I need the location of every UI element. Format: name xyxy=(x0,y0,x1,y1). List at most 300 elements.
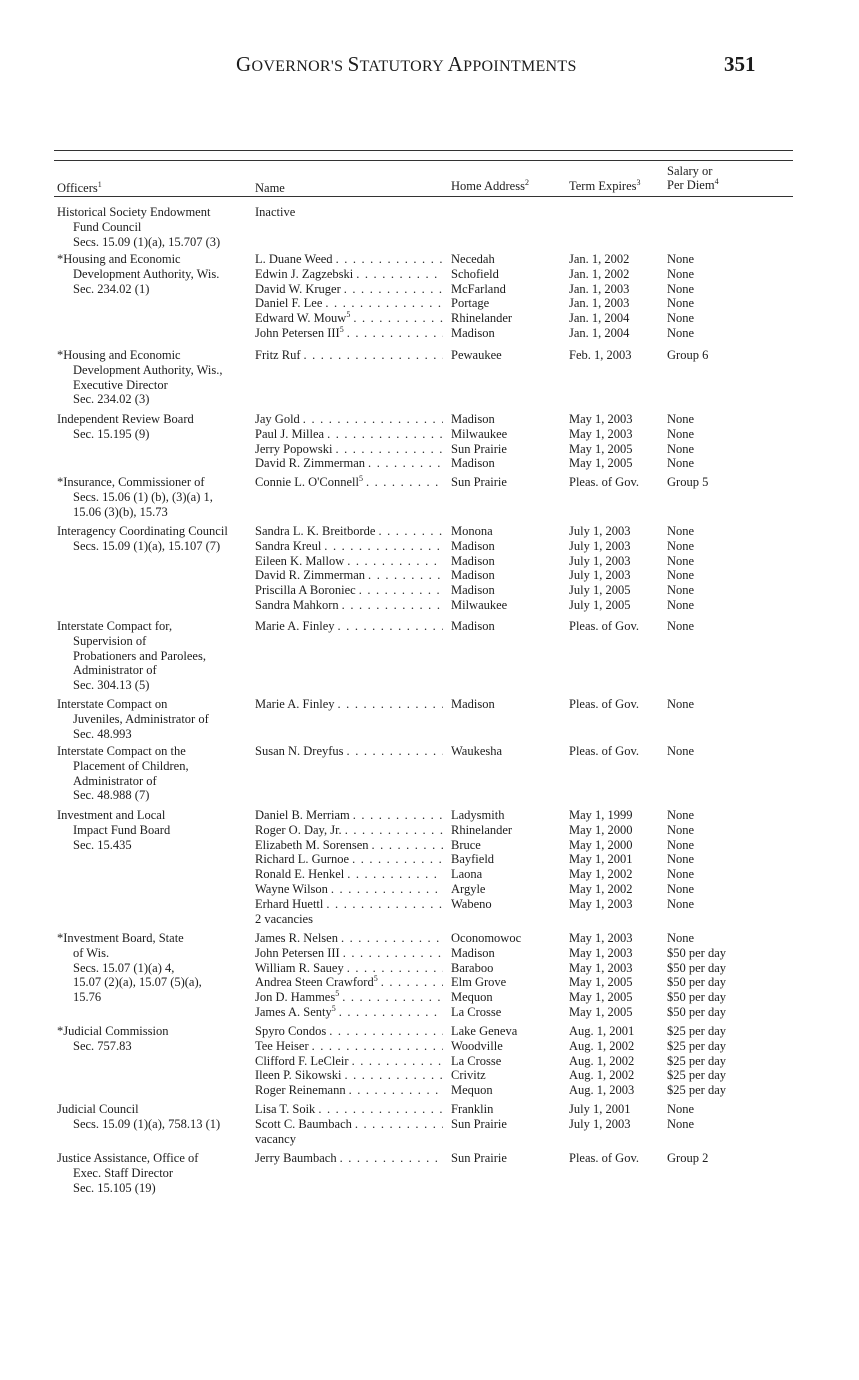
salary-cell xyxy=(667,412,793,471)
member-name: Wayne Wilson . . . xyxy=(255,882,443,897)
member-address xyxy=(451,205,566,220)
office-line: Interagency Coordinating Council xyxy=(57,524,228,538)
office-line: Development Authority, Wis., xyxy=(73,362,223,377)
member-term: May 1, 2000 xyxy=(569,822,633,837)
leader-dots xyxy=(350,311,443,326)
office-line: Sec. 234.02 (1) xyxy=(73,281,150,296)
member-salary: $25 per day xyxy=(667,1024,727,1038)
member-term: Pleas. of Gov. xyxy=(569,619,640,633)
member-salary: $50 per day xyxy=(667,960,727,975)
member-address: Schofield xyxy=(451,266,499,281)
member-salary: $50 per day xyxy=(667,1004,727,1019)
page-title: GOVERNOR'S STATUTORY APPOINTMENTS xyxy=(236,52,577,76)
member-salary: None xyxy=(667,252,695,266)
office-line: Secs. 15.09 (1)(a), 15.107 (7) xyxy=(73,538,221,553)
name-cell xyxy=(255,205,443,220)
leader-dots xyxy=(349,1054,443,1069)
salary-cell xyxy=(667,1024,793,1098)
office-cell xyxy=(57,252,253,296)
member-term: Pleas. of Gov. xyxy=(569,475,640,489)
member-term: May 1, 2003 xyxy=(569,896,633,911)
salary-cell xyxy=(667,1102,793,1146)
member-salary xyxy=(667,912,793,927)
address-cell xyxy=(451,475,566,490)
term-cell xyxy=(569,931,664,1020)
member-salary: None xyxy=(667,456,695,471)
leader-dots xyxy=(321,539,443,554)
member-name: John Petersen III . . . xyxy=(255,946,443,961)
salary-cell xyxy=(667,348,793,363)
leader-dots xyxy=(344,554,443,569)
office-line: Investment and Local xyxy=(57,808,166,822)
name-cell xyxy=(255,931,443,1020)
member-name: Clifford F. LeCleir . . . xyxy=(255,1054,443,1069)
member-salary: $25 per day xyxy=(667,1038,727,1053)
salary-cell xyxy=(667,697,793,712)
name-cell xyxy=(255,808,443,926)
leader-dots xyxy=(336,1005,443,1020)
member-term: Jan. 1, 2003 xyxy=(569,296,630,311)
member-name: 2 vacancies xyxy=(255,911,313,926)
member-name: Jerry Baumbach . . . xyxy=(255,1151,443,1166)
member-salary: None xyxy=(667,1102,695,1116)
office-cell xyxy=(57,1151,253,1195)
member-term: July 1, 2003 xyxy=(569,1116,631,1131)
member-term: Pleas. of Gov. xyxy=(569,744,640,758)
leader-dots xyxy=(353,267,443,282)
member-term: Aug. 1, 2002 xyxy=(569,1038,635,1053)
member-salary: None xyxy=(667,619,695,633)
member-address: Sun Prairie xyxy=(451,1116,507,1131)
leader-dots xyxy=(322,296,443,311)
leader-dots xyxy=(342,823,443,838)
member-term: May 1, 2003 xyxy=(569,931,633,945)
member-salary: None xyxy=(667,583,695,598)
leader-dots xyxy=(350,808,443,823)
term-cell xyxy=(569,412,664,471)
member-salary: None xyxy=(667,808,695,822)
leader-dots xyxy=(344,744,443,759)
name-cell xyxy=(255,619,443,634)
office-cell xyxy=(57,412,253,442)
member-address: Monona xyxy=(451,524,493,538)
address-cell xyxy=(451,524,566,613)
member-address: Milwaukee xyxy=(451,597,508,612)
salary-cell xyxy=(667,808,793,926)
footnote-marker: 5 xyxy=(331,1003,336,1013)
member-name: John Petersen III$^5$ . . . xyxy=(255,326,443,341)
member-term: Jan. 1, 2002 xyxy=(569,252,630,266)
leader-dots xyxy=(315,1102,443,1117)
office-line: Sec. 15.195 (9) xyxy=(73,426,150,441)
leader-dots xyxy=(349,852,443,867)
leader-dots xyxy=(339,990,443,1005)
member-name: Edward W. Mouw$^5$ . . . xyxy=(255,311,443,326)
office-cell xyxy=(57,1024,253,1054)
office-line: Juveniles, Administrator of xyxy=(73,711,209,726)
footnote-marker: 5 xyxy=(335,989,340,999)
leader-dots xyxy=(344,961,443,976)
member-address: Ladysmith xyxy=(451,808,505,822)
leader-dots xyxy=(375,524,443,539)
member-address: Mequon xyxy=(451,1083,493,1098)
term-cell xyxy=(569,697,664,712)
member-name: Sandra Mahkorn . . . xyxy=(255,598,443,613)
member-term: July 1, 2003 xyxy=(569,524,631,538)
member-name: Paul J. Millea . . . xyxy=(255,427,443,442)
member-term: Aug. 1, 2002 xyxy=(569,1053,635,1068)
member-address: Crivitz xyxy=(451,1068,486,1083)
member-salary: None xyxy=(667,266,695,281)
member-address: Portage xyxy=(451,296,490,311)
member-term: July 1, 2005 xyxy=(569,583,631,598)
address-cell xyxy=(451,348,566,363)
office-line: Secs. 15.07 (1)(a) 4, xyxy=(73,960,175,975)
leader-dots xyxy=(339,598,443,613)
office-line: Fund Council xyxy=(73,219,142,234)
office-cell xyxy=(57,1102,253,1132)
member-term: May 1, 2005 xyxy=(569,975,633,990)
name-cell xyxy=(255,744,443,759)
leader-dots xyxy=(369,838,443,853)
address-cell xyxy=(451,619,566,634)
member-address: Franklin xyxy=(451,1102,494,1116)
office-line: Secs. 15.09 (1)(a), 15.707 (3) xyxy=(73,234,221,249)
member-address: La Crosse xyxy=(451,1053,502,1068)
member-term: May 1, 2005 xyxy=(569,1004,633,1019)
member-term: May 1, 2005 xyxy=(569,441,633,456)
member-name: Inactive xyxy=(255,205,296,219)
member-salary: $25 per day xyxy=(667,1083,727,1098)
member-name: Jay Gold . . . xyxy=(255,412,443,427)
member-name: Sandra L. K. Breitborde . . . xyxy=(255,524,443,539)
member-name: David R. Zimmerman . . . xyxy=(255,568,443,583)
member-term xyxy=(569,912,664,927)
office-line: Administrator of xyxy=(73,773,157,788)
member-term: July 1, 2003 xyxy=(569,568,631,583)
leader-dots xyxy=(335,697,443,712)
address-cell xyxy=(451,1151,566,1166)
address-cell xyxy=(451,252,566,341)
office-line: Sec. 757.83 xyxy=(73,1038,132,1053)
office-line: 15.06 (3)(b), 15.73 xyxy=(73,504,168,519)
member-term: May 1, 2005 xyxy=(569,456,633,471)
office-line: *Insurance, Commissioner of xyxy=(57,475,205,489)
salary-cell xyxy=(667,205,793,220)
member-term: July 1, 2001 xyxy=(569,1102,631,1116)
salary-cell xyxy=(667,619,793,634)
member-salary: None xyxy=(667,1116,695,1131)
office-line: Secs. 15.06 (1) (b), (3)(a) 1, xyxy=(73,489,213,504)
leader-dots xyxy=(300,348,443,363)
member-name: Richard L. Gurnoe . . . xyxy=(255,852,443,867)
member-salary: None xyxy=(667,325,695,340)
address-cell xyxy=(451,1024,566,1098)
salary-cell xyxy=(667,475,793,490)
leader-dots xyxy=(338,931,443,946)
member-address: Woodville xyxy=(451,1038,503,1053)
name-cell xyxy=(255,524,443,613)
member-salary: $25 per day xyxy=(667,1053,727,1068)
member-address: Sun Prairie xyxy=(451,1151,507,1165)
term-cell xyxy=(569,252,664,341)
member-salary: None xyxy=(667,281,695,296)
member-salary: None xyxy=(667,441,695,456)
salary-cell xyxy=(667,744,793,759)
term-cell xyxy=(569,524,664,613)
member-address: Madison xyxy=(451,697,495,711)
member-salary: None xyxy=(667,412,695,426)
member-address: Elm Grove xyxy=(451,975,507,990)
member-term: Jan. 1, 2004 xyxy=(569,311,630,326)
member-salary: None xyxy=(667,837,695,852)
member-salary: None xyxy=(667,538,695,553)
member-name: Sandra Kreul . . . xyxy=(255,539,443,554)
member-address: Rhinelander xyxy=(451,822,513,837)
office-cell xyxy=(57,808,253,852)
member-salary: None xyxy=(667,524,695,538)
name-cell xyxy=(255,697,443,712)
member-address: Waukesha xyxy=(451,744,503,758)
member-name: Erhard Huettl . . . xyxy=(255,897,443,912)
office-line: of Wis. xyxy=(73,945,110,960)
member-term: May 1, 1999 xyxy=(569,808,633,822)
office-line: Sec. 48.993 xyxy=(73,726,132,741)
header-bottom-rule xyxy=(54,196,793,197)
col-header-term: Term Expires$^3$ xyxy=(569,177,641,193)
member-salary: $50 per day xyxy=(667,945,727,960)
member-name: Eileen K. Mallow . . . xyxy=(255,554,443,569)
member-term: Pleas. of Gov. xyxy=(569,697,640,711)
office-line: Interstate Compact on xyxy=(57,697,168,711)
member-address: Bayfield xyxy=(451,852,495,867)
office-cell xyxy=(57,475,253,519)
member-term: Jan. 1, 2002 xyxy=(569,266,630,281)
leader-dots xyxy=(365,568,443,583)
leader-dots xyxy=(352,1117,443,1132)
office-line: Impact Fund Board xyxy=(73,822,171,837)
address-cell xyxy=(451,1102,566,1146)
office-line: Probationers and Parolees, xyxy=(73,648,206,663)
office-line: Secs. 15.09 (1)(a), 758.13 (1) xyxy=(73,1116,221,1131)
member-address: Sun Prairie xyxy=(451,441,507,456)
member-address: Necedah xyxy=(451,252,495,266)
member-term: Jan. 1, 2003 xyxy=(569,281,630,296)
member-term: May 1, 2001 xyxy=(569,852,633,867)
member-name: Elizabeth M. Sorensen . . . xyxy=(255,838,443,853)
member-name: Scott C. Baumbach . . . xyxy=(255,1117,443,1132)
member-address: Rhinelander xyxy=(451,311,513,326)
office-line: Sec. 234.02 (3) xyxy=(73,392,150,407)
leader-dots xyxy=(332,442,443,457)
term-cell xyxy=(569,475,664,490)
address-cell xyxy=(451,697,566,712)
member-salary: $50 per day xyxy=(667,990,727,1005)
member-name: Lisa T. Soik . . . xyxy=(255,1102,443,1117)
member-term: Aug. 1, 2002 xyxy=(569,1068,635,1083)
member-address: Madison xyxy=(451,583,495,598)
address-cell xyxy=(451,931,566,1020)
col-header-name: Name xyxy=(255,181,285,195)
member-salary: None xyxy=(667,296,695,311)
member-address: Madison xyxy=(451,456,495,471)
office-line: Supervision of xyxy=(73,633,147,648)
office-line: Interstate Compact on the xyxy=(57,744,186,758)
member-salary: None xyxy=(667,852,695,867)
member-salary xyxy=(667,1132,793,1147)
member-address: Madison xyxy=(451,412,495,426)
member-salary: None xyxy=(667,568,695,583)
member-salary: None xyxy=(667,311,695,326)
member-name: Tee Heiser . . . xyxy=(255,1039,443,1054)
member-address: Madison xyxy=(451,325,495,340)
member-term: May 1, 2003 xyxy=(569,426,633,441)
name-cell xyxy=(255,348,443,363)
office-line: *Housing and Economic xyxy=(57,348,181,362)
office-line: Historical Society Endowment xyxy=(57,205,211,219)
running-header xyxy=(0,52,859,82)
leader-dots xyxy=(378,975,443,990)
member-term: May 1, 2000 xyxy=(569,837,633,852)
office-cell xyxy=(57,524,253,554)
member-address: Madison xyxy=(451,538,495,553)
member-address: Baraboo xyxy=(451,960,494,975)
leader-dots xyxy=(346,1083,443,1098)
term-cell xyxy=(569,808,664,926)
col-header-officers: Officers$^1$ xyxy=(57,179,102,195)
leader-dots xyxy=(344,326,443,341)
member-name: Susan N. Dreyfus . . . xyxy=(255,744,443,759)
member-term: Aug. 1, 2003 xyxy=(569,1083,635,1098)
footnote-marker: 5 xyxy=(373,974,378,984)
member-name: Ronald E. Henkel . . . xyxy=(255,867,443,882)
member-address: Pewaukee xyxy=(451,348,502,362)
member-salary: Group 2 xyxy=(667,1151,709,1165)
member-address: Madison xyxy=(451,619,495,633)
office-line: Exec. Staff Director xyxy=(73,1165,174,1180)
member-salary: None xyxy=(667,822,695,837)
member-salary: None xyxy=(667,881,695,896)
member-salary xyxy=(667,205,793,220)
office-line: Sec. 304.13 (5) xyxy=(73,678,150,693)
name-cell xyxy=(255,1102,443,1146)
member-name: Priscilla A Boroniec . . . xyxy=(255,583,443,598)
member-address xyxy=(451,1132,566,1147)
member-address: Sun Prairie xyxy=(451,475,507,489)
office-cell xyxy=(57,697,253,741)
leader-dots xyxy=(326,1024,443,1039)
member-name: Roger O. Day, Jr. . . . xyxy=(255,823,443,838)
member-salary: None xyxy=(667,896,695,911)
member-salary: $50 per day xyxy=(667,975,727,990)
name-cell xyxy=(255,475,443,490)
member-address: Mequon xyxy=(451,990,493,1005)
member-salary: Group 5 xyxy=(667,475,709,489)
member-term: May 1, 2005 xyxy=(569,990,633,1005)
member-name: James R. Nelsen . . . xyxy=(255,931,443,946)
address-cell xyxy=(451,808,566,926)
member-term: Aug. 1, 2001 xyxy=(569,1024,635,1038)
leader-dots xyxy=(340,946,443,961)
office-cell xyxy=(57,205,253,249)
member-name: Daniel F. Lee . . . xyxy=(255,296,443,311)
page-number: 351 xyxy=(724,52,756,76)
member-address xyxy=(451,912,566,927)
leader-dots xyxy=(300,412,443,427)
member-name: Ileen P. Sikowski . . . xyxy=(255,1068,443,1083)
member-address: Laona xyxy=(451,867,483,882)
name-cell xyxy=(255,252,443,341)
term-cell xyxy=(569,205,664,220)
office-line: Independent Review Board xyxy=(57,412,194,426)
member-name: Edwin J. Zagzebski . . . xyxy=(255,267,443,282)
member-salary: None xyxy=(667,426,695,441)
footnote-marker: 5 xyxy=(358,473,363,483)
member-name: Fritz Ruf . . . xyxy=(255,348,443,363)
leader-dots xyxy=(341,1068,443,1083)
member-term xyxy=(569,205,664,220)
office-line: Executive Director xyxy=(73,377,168,392)
office-cell xyxy=(57,931,253,1005)
member-address: Milwaukee xyxy=(451,426,508,441)
member-address: Madison xyxy=(451,945,495,960)
member-name: Roger Reinemann . . . xyxy=(255,1083,443,1098)
member-address: Lake Geneva xyxy=(451,1024,518,1038)
footnote-marker: 5 xyxy=(346,310,351,320)
office-cell xyxy=(57,744,253,803)
member-name: L. Duane Weed . . . xyxy=(255,252,443,267)
member-term: May 1, 2003 xyxy=(569,945,633,960)
member-term: May 1, 2003 xyxy=(569,412,633,426)
member-term: July 1, 2003 xyxy=(569,538,631,553)
member-salary: None xyxy=(667,597,695,612)
leader-dots xyxy=(335,619,443,634)
term-cell xyxy=(569,1102,664,1146)
leader-dots xyxy=(344,867,443,882)
office-line: *Judicial Commission xyxy=(57,1024,169,1038)
member-address: Madison xyxy=(451,568,495,583)
col-header-address: Home Address$^2$ xyxy=(451,177,529,193)
member-term: Feb. 1, 2003 xyxy=(569,348,632,362)
top-rule-1 xyxy=(54,150,793,151)
term-cell xyxy=(569,1024,664,1098)
salary-cell xyxy=(667,1151,793,1166)
member-salary: $25 per day xyxy=(667,1068,727,1083)
name-cell xyxy=(255,1024,443,1098)
member-name: Jon D. Hammes$^5$ . . . xyxy=(255,990,443,1005)
office-line: *Housing and Economic xyxy=(57,252,181,266)
member-address: Madison xyxy=(451,553,495,568)
col-header-salary: Salary or Per Diem$^4$ xyxy=(667,164,719,192)
address-cell xyxy=(451,744,566,759)
member-address: La Crosse xyxy=(451,1004,502,1019)
member-term: Jan. 1, 2004 xyxy=(569,325,630,340)
office-line: Sec. 15.105 (19) xyxy=(73,1180,156,1195)
office-line: Placement of Children, xyxy=(73,758,189,773)
leader-dots xyxy=(324,427,443,442)
term-cell xyxy=(569,619,664,634)
office-cell xyxy=(57,619,253,693)
leader-dots xyxy=(356,583,443,598)
leader-dots xyxy=(363,475,443,490)
name-cell xyxy=(255,1151,443,1166)
salary-cell xyxy=(667,252,793,341)
member-name: Andrea Steen Crawford$^5$ . . . xyxy=(255,975,443,990)
member-salary: None xyxy=(667,744,695,758)
office-line: Sec. 15.435 xyxy=(73,837,132,852)
office-line: Sec. 48.988 (7) xyxy=(73,788,150,803)
member-name: David R. Zimmerman . . . xyxy=(255,456,443,471)
